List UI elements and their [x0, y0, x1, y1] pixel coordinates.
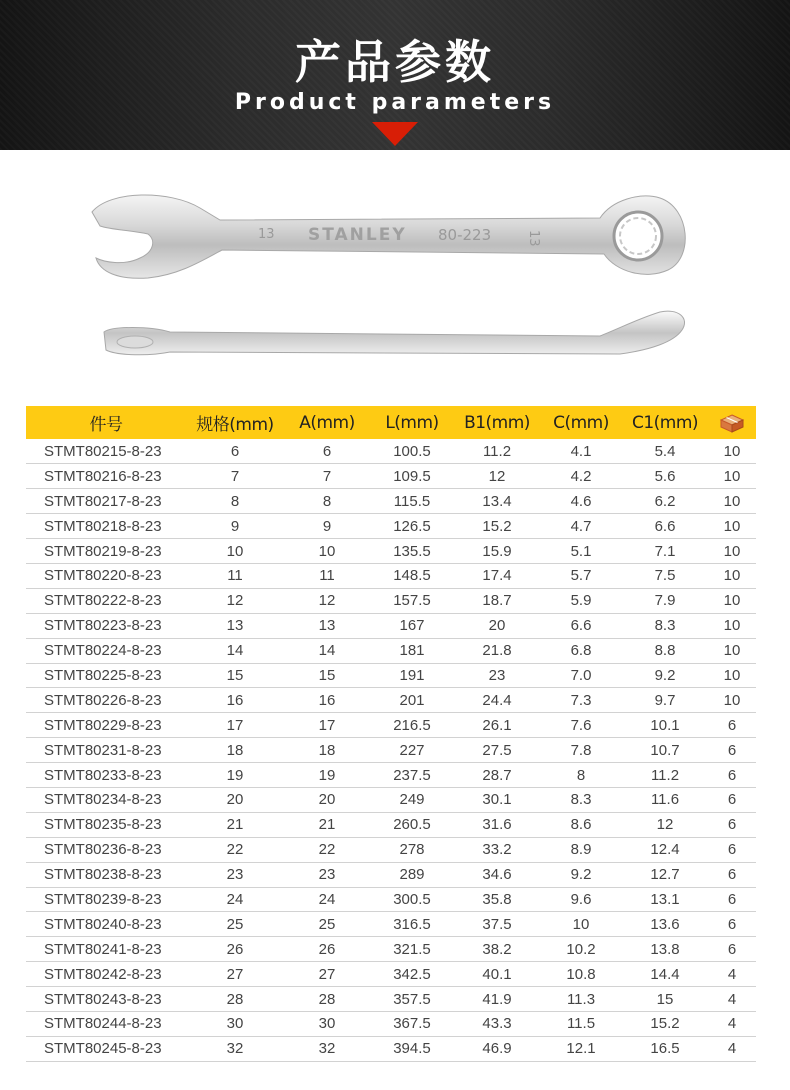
cell-l: 278 [370, 837, 454, 862]
table-row [26, 763, 756, 788]
cell-size: 12 [186, 588, 284, 613]
cell-pack-qty: 6 [708, 937, 756, 962]
cell-b1: 21.8 [454, 638, 540, 663]
cell-c1: 6.6 [622, 514, 708, 539]
cell-size: 18 [186, 738, 284, 763]
cell-pack-qty: 10 [708, 663, 756, 688]
cell-b1: 28.7 [454, 763, 540, 788]
table-row [26, 588, 756, 613]
cell-a: 22 [284, 837, 370, 862]
cell-c1: 13.6 [622, 912, 708, 937]
cell-size: 15 [186, 663, 284, 688]
cell-a: 30 [284, 1011, 370, 1036]
table-row [26, 688, 756, 713]
cell-c1: 6.2 [622, 489, 708, 514]
cell-part-no: STMT80231-8-23 [26, 738, 186, 763]
cell-pack-qty: 6 [708, 763, 756, 788]
cell-a: 17 [284, 713, 370, 738]
cell-b1: 15.2 [454, 514, 540, 539]
engraving-size-right: 13 [526, 230, 541, 247]
cell-b1: 34.6 [454, 862, 540, 887]
cell-c1: 13.8 [622, 937, 708, 962]
cell-pack-qty: 10 [708, 688, 756, 713]
engraving-model: 80-223 [438, 226, 492, 244]
cell-c: 4.6 [540, 489, 622, 514]
cell-l: 367.5 [370, 1011, 454, 1036]
cell-size: 9 [186, 514, 284, 539]
cell-c: 5.7 [540, 563, 622, 588]
cell-l: 249 [370, 787, 454, 812]
cell-a: 19 [284, 763, 370, 788]
cell-c: 10.8 [540, 962, 622, 987]
cell-part-no: STMT80229-8-23 [26, 713, 186, 738]
cell-size: 10 [186, 539, 284, 564]
cell-b1: 20 [454, 613, 540, 638]
cell-size: 17 [186, 713, 284, 738]
cell-b1: 37.5 [454, 912, 540, 937]
cell-l: 100.5 [370, 439, 454, 464]
header-part-no: 件号 [26, 406, 186, 439]
table-row [26, 738, 756, 763]
cell-c: 6.8 [540, 638, 622, 663]
cell-l: 148.5 [370, 563, 454, 588]
cell-pack-qty: 10 [708, 464, 756, 489]
cell-b1: 33.2 [454, 837, 540, 862]
cell-l: 216.5 [370, 713, 454, 738]
cell-c: 10.2 [540, 937, 622, 962]
cell-c1: 11.6 [622, 787, 708, 812]
table-row [26, 787, 756, 812]
cell-c1: 7.9 [622, 588, 708, 613]
cell-c: 9.6 [540, 887, 622, 912]
header-pack-qty [708, 406, 756, 439]
cell-pack-qty: 6 [708, 862, 756, 887]
cell-part-no: STMT80216-8-23 [26, 464, 186, 489]
header-size: 规格(mm) [186, 406, 284, 439]
cell-l: 342.5 [370, 962, 454, 987]
table-row [26, 563, 756, 588]
cell-c: 7.0 [540, 663, 622, 688]
cell-c: 8.9 [540, 837, 622, 862]
cell-c: 12.1 [540, 1036, 622, 1061]
cell-c: 11.5 [540, 1011, 622, 1036]
cell-c: 7.6 [540, 713, 622, 738]
cell-part-no: STMT80235-8-23 [26, 812, 186, 837]
cell-a: 11 [284, 563, 370, 588]
engraving-brand: STANLEY [308, 225, 407, 245]
cell-size: 22 [186, 837, 284, 862]
cell-c: 8 [540, 763, 622, 788]
cell-size: 27 [186, 962, 284, 987]
cell-l: 201 [370, 688, 454, 713]
cell-part-no: STMT80220-8-23 [26, 563, 186, 588]
cell-b1: 15.9 [454, 539, 540, 564]
cell-size: 11 [186, 563, 284, 588]
product-image [0, 150, 790, 400]
cell-part-no: STMT80223-8-23 [26, 613, 186, 638]
cell-part-no: STMT80239-8-23 [26, 887, 186, 912]
cell-pack-qty: 10 [708, 638, 756, 663]
cell-size: 14 [186, 638, 284, 663]
cell-pack-qty: 10 [708, 514, 756, 539]
cell-pack-qty: 6 [708, 738, 756, 763]
cell-part-no: STMT80226-8-23 [26, 688, 186, 713]
cell-c1: 5.4 [622, 439, 708, 464]
cell-a: 18 [284, 738, 370, 763]
cell-a: 27 [284, 962, 370, 987]
cell-pack-qty: 4 [708, 987, 756, 1012]
cell-a: 16 [284, 688, 370, 713]
cell-c: 6.6 [540, 613, 622, 638]
table-row [26, 489, 756, 514]
table-row [26, 439, 756, 464]
table-row [26, 912, 756, 937]
table-row [26, 837, 756, 862]
cell-pack-qty: 6 [708, 713, 756, 738]
cell-size: 20 [186, 787, 284, 812]
cell-pack-qty: 10 [708, 439, 756, 464]
header-c: C(mm) [540, 406, 622, 439]
cell-b1: 43.3 [454, 1011, 540, 1036]
cell-l: 300.5 [370, 887, 454, 912]
header-b1: B1(mm) [454, 406, 540, 439]
cell-pack-qty: 4 [708, 962, 756, 987]
cell-c: 8.6 [540, 812, 622, 837]
cell-a: 32 [284, 1036, 370, 1061]
table-row [26, 887, 756, 912]
cell-b1: 40.1 [454, 962, 540, 987]
cell-part-no: STMT80242-8-23 [26, 962, 186, 987]
table-row [26, 539, 756, 564]
table-row [26, 464, 756, 489]
cell-c: 5.1 [540, 539, 622, 564]
cell-pack-qty: 10 [708, 588, 756, 613]
cell-l: 115.5 [370, 489, 454, 514]
table-row [26, 613, 756, 638]
cell-pack-qty: 4 [708, 1036, 756, 1061]
cell-c: 10 [540, 912, 622, 937]
cell-b1: 35.8 [454, 887, 540, 912]
header-l: L(mm) [370, 406, 454, 439]
cell-size: 26 [186, 937, 284, 962]
cell-a: 14 [284, 638, 370, 663]
cell-a: 9 [284, 514, 370, 539]
cell-part-no: STMT80233-8-23 [26, 763, 186, 788]
cell-c1: 10.1 [622, 713, 708, 738]
cell-part-no: STMT80236-8-23 [26, 837, 186, 862]
cell-c: 9.2 [540, 862, 622, 887]
cell-b1: 18.7 [454, 588, 540, 613]
cell-size: 30 [186, 1011, 284, 1036]
cell-size: 16 [186, 688, 284, 713]
table-row [26, 862, 756, 887]
cell-a: 23 [284, 862, 370, 887]
cell-size: 7 [186, 464, 284, 489]
table-row [26, 937, 756, 962]
cell-l: 191 [370, 663, 454, 688]
engraving-size-left: 13 [258, 227, 275, 242]
cell-size: 28 [186, 987, 284, 1012]
cell-c1: 7.5 [622, 563, 708, 588]
cell-part-no: STMT80234-8-23 [26, 787, 186, 812]
cell-c1: 10.7 [622, 738, 708, 763]
cell-size: 8 [186, 489, 284, 514]
cell-l: 357.5 [370, 987, 454, 1012]
cell-pack-qty: 6 [708, 887, 756, 912]
cell-c1: 11.2 [622, 763, 708, 788]
cell-c1: 9.2 [622, 663, 708, 688]
cell-pack-qty: 10 [708, 613, 756, 638]
cell-l: 181 [370, 638, 454, 663]
cell-part-no: STMT80243-8-23 [26, 987, 186, 1012]
cell-b1: 38.2 [454, 937, 540, 962]
cell-pack-qty: 10 [708, 563, 756, 588]
cell-a: 10 [284, 539, 370, 564]
table-row [26, 514, 756, 539]
cell-l: 316.5 [370, 912, 454, 937]
table-row [26, 1036, 756, 1061]
cell-part-no: STMT80244-8-23 [26, 1011, 186, 1036]
cell-a: 7 [284, 464, 370, 489]
cell-c1: 12.4 [622, 837, 708, 862]
cell-l: 321.5 [370, 937, 454, 962]
cell-a: 25 [284, 912, 370, 937]
cell-pack-qty: 6 [708, 912, 756, 937]
cell-c1: 5.6 [622, 464, 708, 489]
cell-c: 7.3 [540, 688, 622, 713]
cell-size: 23 [186, 862, 284, 887]
cell-b1: 30.1 [454, 787, 540, 812]
cell-part-no: STMT80240-8-23 [26, 912, 186, 937]
cell-part-no: STMT80238-8-23 [26, 862, 186, 887]
wrench-side-view [104, 311, 685, 355]
cell-l: 135.5 [370, 539, 454, 564]
cell-size: 32 [186, 1036, 284, 1061]
table-row [26, 962, 756, 987]
cell-b1: 27.5 [454, 738, 540, 763]
table-header-row [26, 406, 756, 439]
cell-b1: 24.4 [454, 688, 540, 713]
cell-c: 7.8 [540, 738, 622, 763]
cell-l: 394.5 [370, 1036, 454, 1061]
cell-c1: 8.8 [622, 638, 708, 663]
cell-b1: 17.4 [454, 563, 540, 588]
cell-part-no: STMT80224-8-23 [26, 638, 186, 663]
cell-l: 167 [370, 613, 454, 638]
cell-b1: 11.2 [454, 439, 540, 464]
cell-a: 12 [284, 588, 370, 613]
cell-a: 21 [284, 812, 370, 837]
cell-c: 4.7 [540, 514, 622, 539]
cell-c: 4.1 [540, 439, 622, 464]
cell-a: 8 [284, 489, 370, 514]
cell-l: 109.5 [370, 464, 454, 489]
header-a: A(mm) [284, 406, 370, 439]
cell-c1: 15 [622, 987, 708, 1012]
cell-part-no: STMT80222-8-23 [26, 588, 186, 613]
cell-l: 157.5 [370, 588, 454, 613]
cell-size: 24 [186, 887, 284, 912]
table-row [26, 987, 756, 1012]
header-banner [0, 0, 790, 150]
cell-part-no: STMT80245-8-23 [26, 1036, 186, 1061]
cell-size: 13 [186, 613, 284, 638]
cell-pack-qty: 6 [708, 812, 756, 837]
cell-pack-qty: 10 [708, 539, 756, 564]
cell-c1: 9.7 [622, 688, 708, 713]
cell-b1: 23 [454, 663, 540, 688]
cell-pack-qty: 6 [708, 837, 756, 862]
cell-part-no: STMT80217-8-23 [26, 489, 186, 514]
cell-part-no: STMT80219-8-23 [26, 539, 186, 564]
cell-a: 20 [284, 787, 370, 812]
cell-b1: 41.9 [454, 987, 540, 1012]
table-row [26, 713, 756, 738]
cell-c1: 13.1 [622, 887, 708, 912]
cell-size: 25 [186, 912, 284, 937]
cell-b1: 46.9 [454, 1036, 540, 1061]
cell-c: 8.3 [540, 787, 622, 812]
cell-size: 6 [186, 439, 284, 464]
wrench-illustration [0, 150, 790, 400]
cell-l: 260.5 [370, 812, 454, 837]
cell-c1: 12.7 [622, 862, 708, 887]
cell-b1: 12 [454, 464, 540, 489]
cell-part-no: STMT80218-8-23 [26, 514, 186, 539]
cell-a: 24 [284, 887, 370, 912]
cell-l: 289 [370, 862, 454, 887]
cell-b1: 31.6 [454, 812, 540, 837]
table-body [26, 439, 756, 1061]
cell-part-no: STMT80241-8-23 [26, 937, 186, 962]
cell-c1: 7.1 [622, 539, 708, 564]
cell-c1: 8.3 [622, 613, 708, 638]
cell-pack-qty: 6 [708, 787, 756, 812]
cell-l: 227 [370, 738, 454, 763]
cell-l: 237.5 [370, 763, 454, 788]
cell-c: 11.3 [540, 987, 622, 1012]
cell-b1: 26.1 [454, 713, 540, 738]
table-row [26, 1011, 756, 1036]
header-c1: C1(mm) [622, 406, 708, 439]
page-title-en: Product parameters [234, 90, 556, 115]
cell-c1: 16.5 [622, 1036, 708, 1061]
cell-b1: 13.4 [454, 489, 540, 514]
cell-l: 126.5 [370, 514, 454, 539]
cell-a: 26 [284, 937, 370, 962]
table-row [26, 638, 756, 663]
cell-pack-qty: 10 [708, 489, 756, 514]
cell-size: 21 [186, 812, 284, 837]
cell-c1: 15.2 [622, 1011, 708, 1036]
cell-a: 15 [284, 663, 370, 688]
cell-pack-qty: 4 [708, 1011, 756, 1036]
cell-size: 19 [186, 763, 284, 788]
cell-c1: 14.4 [622, 962, 708, 987]
cell-a: 13 [284, 613, 370, 638]
wrench-ring-hole [614, 212, 662, 260]
parameter-table [26, 406, 756, 1062]
table-row [26, 812, 756, 837]
box-icon [719, 413, 745, 433]
cell-c: 5.9 [540, 588, 622, 613]
cell-part-no: STMT80225-8-23 [26, 663, 186, 688]
cell-c1: 12 [622, 812, 708, 837]
page-title-cn: 产品参数 [295, 35, 495, 89]
cell-a: 28 [284, 987, 370, 1012]
cell-part-no: STMT80215-8-23 [26, 439, 186, 464]
table-row [26, 663, 756, 688]
cell-c: 4.2 [540, 464, 622, 489]
down-arrow-icon [372, 122, 418, 146]
cell-a: 6 [284, 439, 370, 464]
